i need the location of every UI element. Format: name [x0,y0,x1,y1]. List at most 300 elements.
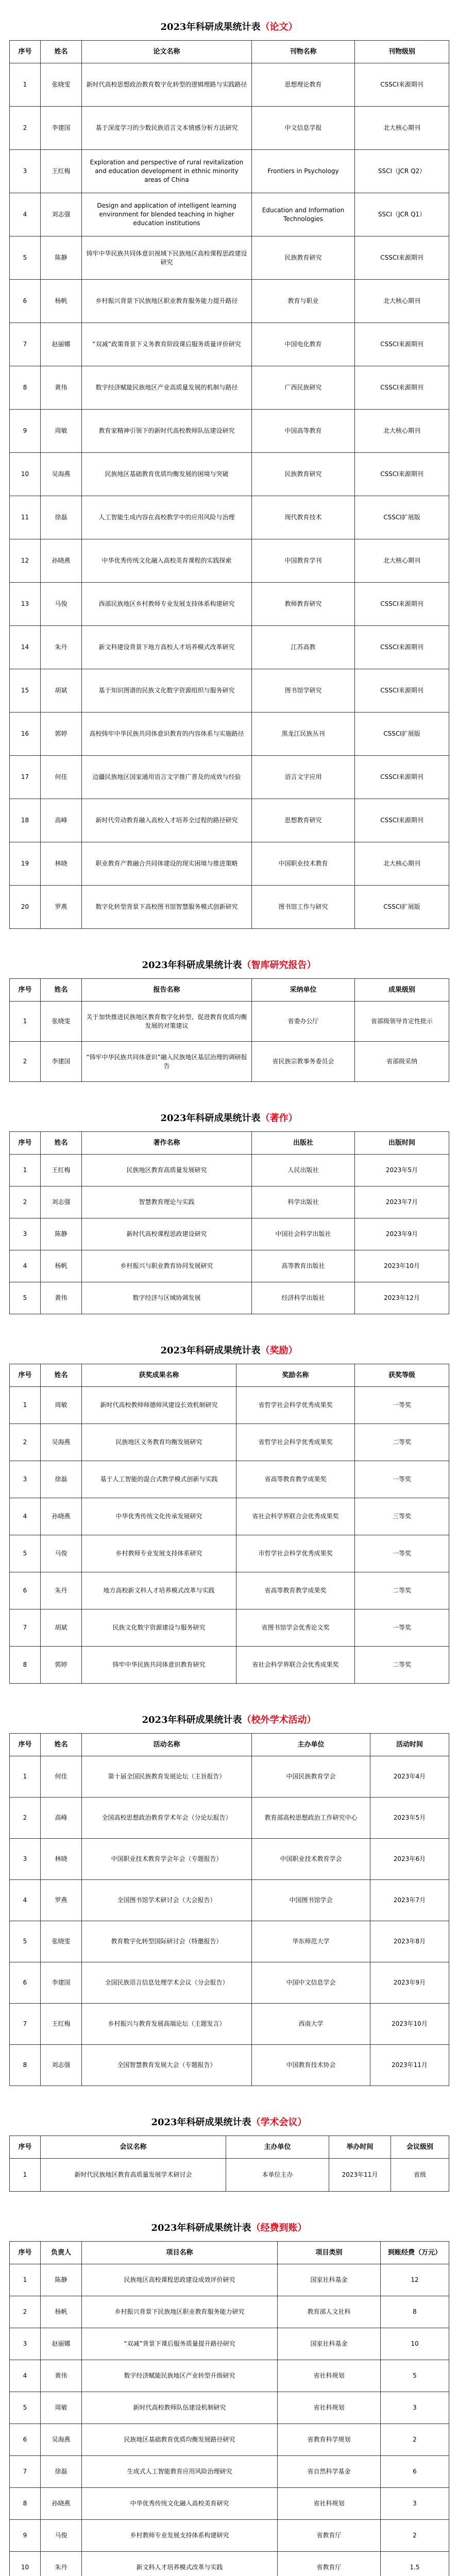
participant-name: 何佳 [41,1756,82,1798]
journal-level: CSSCI来源期刊 [355,669,449,713]
funding-row [10,2296,449,2328]
paper-row [10,626,449,669]
project-category: 教育部人文社科 [278,2296,381,2328]
principal-name: 马俊 [41,2520,82,2552]
paper-title: 数字经济赋能民族地区产业高质量发展的机制与路径 [82,366,252,410]
author-name: 王红梅 [41,150,82,193]
activity-date: 2023年8月 [370,1921,449,1962]
row-number: 5 [10,1535,41,1572]
journal-name: 现代教育技术 [252,496,355,539]
journal-name: 思想理论教育 [252,63,355,107]
principal-name: 徐磊 [41,2456,82,2488]
header-row [10,1132,449,1155]
section-title [9,953,449,978]
award-grade: 一等奖 [355,1387,449,1424]
book-row [10,1187,449,1218]
publish-date: 2023年7月 [355,1187,449,1218]
section-title [9,1106,449,1131]
funding-row [10,2488,449,2520]
column-header-author-name: 姓名 [41,1364,82,1387]
row-number: 2 [10,2296,41,2328]
row-number: 2 [10,1424,41,1461]
table-body [10,2159,449,2192]
row-number: 4 [10,1880,41,1921]
paper-title: 西部民族地区乡村教师专业发展支持体系构建研究 [82,583,252,626]
award-row [10,1572,449,1609]
journal-level: 北大核心期刊 [355,410,449,453]
paper-title: 民族地区基础教育优质均衡发展的困境与突破 [82,453,252,496]
table-header [10,2136,449,2159]
column-header-journal-level: 刊物级别 [355,41,449,63]
author-name: 刘志强 [41,193,82,236]
row-number: 5 [10,1921,41,1962]
column-header-funding-amount: 到账经费（万元） [381,2242,449,2264]
author-name: 胡斌 [41,1609,82,1647]
award-grade: 二等奖 [355,1572,449,1609]
paper-title: Exploration and perspective of rural revitalization and education development in ethnic minority areas of China [82,150,252,193]
activity-name: 全国智慧教育发展大会（专题报告） [82,2045,252,2086]
column-header-conference-name: 会议名称 [41,2136,226,2159]
journal-name: 教育与职业 [252,280,355,323]
row-number: 3 [10,2328,41,2360]
funding-row [10,2552,449,2576]
award-row [10,1647,449,1684]
activity-date: 2023年9月 [370,1962,449,2004]
row-number: 6 [10,280,41,323]
column-header-activity-date: 活动时间 [370,1734,449,1756]
row-number: 4 [10,193,41,236]
journal-level: 北大核心期刊 [355,539,449,583]
book-row [10,1282,449,1314]
row-number: 5 [10,2392,41,2424]
award-row [10,1535,449,1572]
author-name: 吴海燕 [41,1424,82,1461]
participant-name: 李建国 [41,1962,82,2004]
title-main-text: 2023年科研成果统计表 [151,2223,251,2233]
journal-level: CSSCI扩展版 [355,496,449,539]
title-category-tag: （智库研究报告） [242,960,316,971]
participant-name: 刘志强 [41,2045,82,2086]
paper-title: 边疆民族地区国家通用语言文字推广普及的成效与经验 [82,756,252,799]
title-main-text: 2023年科研成果统计表 [151,2117,251,2128]
author-name: 陈静 [41,1218,82,1250]
award-grade: 一等奖 [355,1609,449,1647]
project-title: 乡村教师专业发展支持体系构建研究 [82,2520,278,2552]
journal-name: 中文信息学报 [252,107,355,150]
author-name: 张晓雯 [41,1002,82,1042]
author-name: 杨帆 [41,1250,82,1282]
book-row [10,1250,449,1282]
table-header [10,1734,449,1756]
row-number: 1 [10,63,41,107]
author-name: 李建国 [41,107,82,150]
project-title: 数字经济赋能民族地区产业转型升级研究 [82,2360,278,2392]
funding-amount: 1.5 [381,2552,449,2576]
conference-row [10,2159,449,2192]
report-level: 省部级领导肯定性批示 [355,1002,449,1042]
row-number: 5 [10,1282,41,1314]
journal-name: 江苏高教 [252,626,355,669]
title-category-tag: （论文） [260,22,298,32]
paper-title: 乡村振兴背景下民族地区职业教育服务能力提升路径 [82,280,252,323]
author-name: 孙晓燕 [41,539,82,583]
column-header-project-category: 项目类别 [278,2242,381,2264]
author-name: 李建国 [41,1042,82,1082]
section-title [9,1338,449,1364]
project-title: “双减”背景下课后服务质量提升路径研究 [82,2328,278,2360]
column-header-row-number: 序号 [10,1734,41,1756]
paper-title: 铸牢中华民族共同体意识视域下民族地区高校课程思政建设研究 [82,236,252,280]
paper-row [10,280,449,323]
column-header-adopting-unit: 采纳单位 [252,979,355,1002]
column-header-author-name: 姓名 [41,1132,82,1155]
host-organization: 中国图书馆学会 [252,1880,370,1921]
column-header-award-achievement: 获奖成果名称 [82,1364,236,1387]
author-name: 张晓雯 [41,63,82,107]
award-name: 省高等教育教学成果奖 [236,1461,355,1498]
funding-amount: 6 [381,2456,449,2488]
journal-level: CSSCI来源期刊 [355,583,449,626]
row-number: 14 [10,626,41,669]
row-number: 7 [10,2456,41,2488]
column-header-report-level: 成果级别 [355,979,449,1002]
publish-date: 2023年9月 [355,1218,449,1250]
title-main-text: 2023年科研成果统计表 [160,1345,261,1356]
paper-row [10,323,449,366]
table-body [10,63,449,929]
project-category: 省社科规划 [278,2360,381,2392]
row-number: 3 [10,1218,41,1250]
project-title: 新文科人才培养模式改革与实践 [82,2552,278,2576]
paper-row [10,842,449,886]
paper-title: 数字化转型背景下高校图书馆智慧服务模式创新研究 [82,886,252,929]
award-grade: 三等奖 [355,1498,449,1535]
activity-date: 2023年7月 [370,1880,449,1921]
author-name: 马俊 [41,583,82,626]
journal-level: CSSCI来源期刊 [355,366,449,410]
activity-name: 乡村振兴与教育发展高端论坛（主题发言） [82,2004,252,2045]
principal-name: 杨帆 [41,2296,82,2328]
award-name: 省图书馆学会优秀论文奖 [236,1609,355,1647]
column-header-conference-level: 会议级别 [391,2136,449,2159]
project-title: 生成式人工智能教育应用风险治理研究 [82,2456,278,2488]
author-name: 刘志强 [41,1187,82,1218]
activity-row [10,1921,449,1962]
section-title [9,2110,449,2136]
column-header-author-name: 姓名 [41,41,82,63]
award-grade: 一等奖 [355,1461,449,1498]
author-name: 郭婷 [41,1647,82,1684]
paper-row [10,583,449,626]
funding-amount: 12 [381,2264,449,2296]
section-conferences [9,2110,449,2192]
activity-row [10,1756,449,1798]
adopting-unit: 省民族宗教事务委员会 [252,1042,355,1082]
activity-row [10,1798,449,1839]
row-number: 2 [10,1042,41,1082]
paper-row [10,63,449,107]
column-header-organizer-name: 主办单位 [226,2136,329,2159]
report-title: “铸牢中华民族共同体意识”融入民族地区基层治理的调研报告 [82,1042,252,1082]
funding-row [10,2424,449,2456]
conference-level: 省级 [391,2159,449,2192]
paper-title: 人工智能生成内容在高校教学中的应用风险与治理 [82,496,252,539]
journal-level: CSSCI来源期刊 [355,626,449,669]
activity-date: 2023年4月 [370,1756,449,1798]
row-number: 1 [10,1756,41,1798]
header-row [10,2242,449,2264]
journal-name: 教师教育研究 [252,583,355,626]
paper-row [10,799,449,842]
award-grade: 二等奖 [355,1647,449,1684]
project-category: 省社科规划 [278,2488,381,2520]
journal-name: 语言文字应用 [252,756,355,799]
host-organization: 中国民族教育学会 [252,1756,370,1798]
journal-name: 民族教育研究 [252,453,355,496]
paper-row [10,107,449,150]
paper-title: 高校铸牢中华民族共同体意识教育的内容体系与实施路径 [82,713,252,756]
author-name: 王红梅 [41,1155,82,1187]
report-title: 关于加快推进民族地区教育数字化转型、促进教育优质均衡发展的对策建议 [82,1002,252,1042]
row-number: 5 [10,236,41,280]
publisher-name: 中国社会科学出版社 [252,1218,355,1250]
row-number: 2 [10,107,41,150]
column-header-award-name: 奖励名称 [236,1364,355,1387]
award-grade: 二等奖 [355,1424,449,1461]
principal-name: 孙晓燕 [41,2488,82,2520]
author-name: 黄伟 [41,1282,82,1314]
row-number: 3 [10,150,41,193]
host-organization: 华东师范大学 [252,1921,370,1962]
column-header-row-number: 序号 [10,1132,41,1155]
author-name: 赵丽娜 [41,323,82,366]
book-title: 民族地区教育高质量发展研究 [82,1155,252,1187]
journal-level: CSSCI扩展版 [355,713,449,756]
column-header-journal-name: 刊物名称 [252,41,355,63]
row-number: 1 [10,1002,41,1042]
participant-name: 王红梅 [41,2004,82,2045]
author-name: 杨帆 [41,280,82,323]
activity-date: 2023年5月 [370,1798,449,1839]
paper-row [10,410,449,453]
activity-date: 2023年11月 [370,2045,449,2086]
adopting-unit: 省委办公厅 [252,1002,355,1042]
activities-table [9,1733,449,2086]
section-books [9,1106,449,1314]
activity-row [10,2004,449,2045]
author-name: 陈静 [41,236,82,280]
award-name: 省高等教育教学成果奖 [236,1572,355,1609]
journal-level: SSCI（JCR Q2） [355,150,449,193]
activity-date: 2023年10月 [370,2004,449,2045]
activity-name: 教育数字化转型国际研讨会（特邀报告） [82,1921,252,1962]
title-category-tag: （奖励） [260,1345,298,1356]
row-number: 16 [10,713,41,756]
column-header-activity-name: 活动名称 [82,1734,252,1756]
journal-name: 中国职业技术教育 [252,842,355,886]
title-main-text: 2023年科研成果统计表 [160,1113,261,1124]
project-title: 乡村振兴背景下民族地区职业教育服务能力研究 [82,2296,278,2328]
conferences-table [9,2136,449,2192]
activity-row [10,1962,449,2004]
column-header-publish-date: 出版时间 [355,1132,449,1155]
funding-amount: 5 [381,2360,449,2392]
author-name: 马俊 [41,1535,82,1572]
thinktank-table [9,978,449,1082]
title-category-tag: （经费到账） [251,2223,307,2233]
row-number: 19 [10,842,41,886]
funding-row [10,2392,449,2424]
journal-name: 黑龙江民族丛刊 [252,713,355,756]
row-number: 8 [10,1647,41,1684]
table-header [10,1132,449,1155]
funding-amount: 2 [381,2520,449,2552]
activity-name: 全国图书馆学术研讨会（大会报告） [82,1880,252,1921]
journal-name: 中国教育学刊 [252,539,355,583]
award-name: 省社会科学界联合会优秀成果奖 [236,1647,355,1684]
award-row [10,1424,449,1461]
column-header-host-organization: 主办单位 [252,1734,370,1756]
paper-row [10,669,449,713]
section-title [9,14,449,40]
award-row [10,1498,449,1535]
journal-name: 图书馆工作与研究 [252,886,355,929]
funding-amount: 3 [381,2488,449,2520]
book-row [10,1155,449,1187]
paper-row [10,150,449,193]
header-row [10,1364,449,1387]
paper-title: 新文科建设背景下地方高校人才培养模式改革研究 [82,626,252,669]
section-activities [9,1707,449,2086]
header-row [10,979,449,1002]
row-number: 2 [10,1798,41,1839]
row-number: 4 [10,1498,41,1535]
host-organization: 中国中文信息学会 [252,1962,370,2004]
principal-name: 朱丹 [41,2552,82,2576]
table-header [10,2242,449,2264]
author-name: 何佳 [41,756,82,799]
title-main-text: 2023年科研成果统计表 [160,22,261,32]
author-name: 徐磊 [41,496,82,539]
column-header-principal-name: 负责人 [41,2242,82,2264]
award-achievement: 铸牢中华民族共同体意识教育研究 [82,1647,236,1684]
host-organization: 中国教育技术协会 [252,2045,370,2086]
row-number: 4 [10,1250,41,1282]
section-title [9,2215,449,2241]
award-achievement: 民族文化数字资源建设与服务研究 [82,1609,236,1647]
table-header [10,979,449,1002]
title-category-tag: （校外学术活动） [242,1715,316,1725]
row-number: 6 [10,2424,41,2456]
table-body [10,2264,449,2576]
participant-name: 林晓 [41,1839,82,1880]
project-category: 国家社科基金 [278,2264,381,2296]
author-name: 胡斌 [41,669,82,713]
report-row [10,1042,449,1082]
journal-level: CSSCI来源期刊 [355,236,449,280]
activity-name: 中国职业技术教育学会年会（专题报告） [82,1839,252,1880]
row-number: 10 [10,2552,41,2576]
row-number: 8 [10,2045,41,2086]
funding-table [9,2241,449,2576]
row-number: 17 [10,756,41,799]
publisher-name: 科学出版社 [252,1187,355,1218]
table-header [10,1364,449,1387]
row-number: 3 [10,1839,41,1880]
paper-title: “双减”政策背景下义务教育阶段课后服务质量评价研究 [82,323,252,366]
publisher-name: 经济科学出版社 [252,1282,355,1314]
principal-name: 赵丽娜 [41,2328,82,2360]
project-category: 省自然科学基金 [278,2456,381,2488]
funding-row [10,2328,449,2360]
journal-name: 思想教育研究 [252,799,355,842]
award-achievement: 基于人工智能的混合式教学模式创新与实践 [82,1461,236,1498]
funding-amount: 3 [381,2392,449,2424]
award-row [10,1387,449,1424]
organizer-name: 本单位主办 [226,2159,329,2192]
author-name: 高峰 [41,799,82,842]
book-title: 乡村振兴与职业教育协同发展研究 [82,1250,252,1282]
award-achievement: 乡村教师专业发展支持体系研究 [82,1535,236,1572]
book-row [10,1218,449,1250]
papers-table [9,40,449,929]
journal-name: 广西民族研究 [252,366,355,410]
award-name: 省哲学社会科学优秀成果奖 [236,1424,355,1461]
principal-name: 吴海燕 [41,2424,82,2456]
project-title: 民族地区高校课程思政建设成效评价研究 [82,2264,278,2296]
paper-title: 中华优秀传统文化融入高校美育课程的实践探索 [82,539,252,583]
row-number: 3 [10,1461,41,1498]
funding-amount: 8 [381,2296,449,2328]
section-thinktank [9,953,449,1082]
table-body [10,1756,449,2086]
column-header-award-grade: 获奖等级 [355,1364,449,1387]
row-number: 6 [10,1962,41,2004]
activity-name: 第十届全国民族教育发展论坛（主旨报告） [82,1756,252,1798]
paper-row [10,756,449,799]
journal-level: 北大核心期刊 [355,107,449,150]
activity-name: 全国民族语言信息处理学术会议（分会报告） [82,1962,252,2004]
author-name: 周敏 [41,1387,82,1424]
author-name: 林晓 [41,842,82,886]
principal-name: 周敏 [41,2392,82,2424]
paper-row [10,366,449,410]
paper-row [10,236,449,280]
row-number: 10 [10,453,41,496]
journal-level: CSSCI扩展版 [355,886,449,929]
row-number: 6 [10,1572,41,1609]
award-achievement: 地方高校新文科人才培养模式改革与实践 [82,1572,236,1609]
journal-level: CSSCI来源期刊 [355,63,449,107]
author-name: 朱丹 [41,1572,82,1609]
activity-row [10,1839,449,1880]
participant-name: 罗燕 [41,1880,82,1921]
author-name: 罗燕 [41,886,82,929]
row-number: 8 [10,366,41,410]
funding-row [10,2520,449,2552]
participant-name: 张晓雯 [41,1921,82,1962]
funding-amount: 2 [381,2424,449,2456]
author-name: 周敏 [41,410,82,453]
paper-row [10,496,449,539]
author-name: 吴海燕 [41,453,82,496]
paper-title: Design and application of intelligent learning environment for blended teaching in higher education institutions [82,193,252,236]
row-number: 2 [10,1187,41,1218]
row-number: 13 [10,583,41,626]
row-number: 1 [10,1387,41,1424]
section-awards [9,1338,449,1684]
books-table [9,1131,449,1314]
